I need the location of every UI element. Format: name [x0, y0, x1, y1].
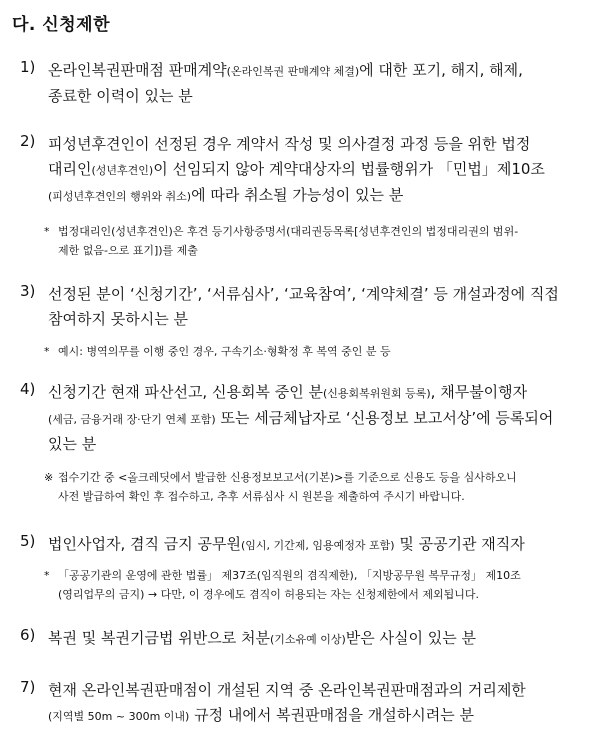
note-text: 접수기간 중 <올크레딧에서 발급한 신용정보보고서(기본)>를 기준으로 신용도 등을 심사하오니	[58, 471, 517, 484]
text-span-small: (온라인복권 판매계약 체결)	[226, 65, 360, 78]
text-span-small: (지역별 50m ~ 300m 이내)	[48, 710, 190, 723]
item-line: 종료한 이력이 있는 분	[48, 87, 193, 105]
note	[44, 342, 598, 361]
list-item	[20, 282, 602, 332]
text-span: 에 대한 포기, 해지, 해제,	[359, 61, 523, 79]
item-line: 참여하지 못하시는 분	[48, 310, 188, 328]
item-text	[48, 132, 602, 209]
item-text	[48, 282, 602, 332]
text-span: 또는 세금체납자로 ‘신용정보 보고서상’에 등록되어	[215, 409, 554, 427]
note-mark: *	[44, 225, 50, 238]
list-item	[20, 132, 602, 209]
item-line	[48, 626, 602, 652]
note-line: 사전 발급하여 확인 후 접수하고, 추후 서류심사 시 원본을 제출하여 주시기 바랍니다.	[58, 490, 465, 503]
text-span: 복권 및 복권기금법 위반으로 처분	[48, 629, 270, 647]
text-span-small: (성년후견인)	[91, 164, 154, 177]
note-mark: ※	[44, 471, 54, 484]
note-text: 「공공기관의 운영에 관한 법률」 제37조(임직원의 겸직제한), 「지방공무원 복무규정」 제10조	[58, 569, 521, 582]
item-line	[48, 703, 602, 729]
text-span: 에 따라 취소될 가능성이 있는 분	[191, 186, 404, 204]
item-text	[48, 532, 602, 558]
list-item	[20, 678, 602, 729]
item-line: 현재 온라인복권판매점이 개설된 지역 중 온라인복권판매점과의 거리제한	[48, 681, 526, 699]
note	[44, 468, 598, 506]
item-text	[48, 626, 602, 652]
text-span: 신청기간 현재 파산선고, 신용회복 중인 분	[48, 383, 323, 401]
item-text	[48, 380, 602, 457]
item-text	[48, 58, 602, 109]
item-line	[48, 380, 602, 406]
item-line	[48, 406, 602, 432]
list-item	[20, 58, 602, 109]
note-line: (영리업무의 금지) → 다만, 이 경우에도 겸직이 허용되는 자는 신청제한에서 제외됩니다.	[58, 588, 480, 601]
item-number: 4)	[20, 380, 36, 398]
text-span-small: (기소유예 이상)	[269, 633, 346, 646]
list-item	[20, 626, 602, 652]
note-mark: *	[44, 569, 50, 582]
text-span: 법인사업자, 겸직 금지 공무원	[48, 535, 241, 553]
text-span: 대리인	[48, 160, 92, 178]
item-text	[48, 678, 602, 729]
note-line	[44, 566, 598, 585]
item-line	[48, 58, 602, 84]
text-span: 및 공공기관 재직자	[394, 535, 525, 553]
text-span: 온라인복권판매점 판매계약	[48, 61, 227, 79]
text-span-small: (신용회복위원회 등록)	[322, 387, 431, 400]
list-item	[20, 532, 602, 558]
note	[44, 566, 598, 604]
item-line	[48, 157, 602, 183]
item-number: 6)	[20, 626, 36, 644]
item-line	[48, 183, 602, 209]
item-line: 있는 분	[48, 435, 97, 453]
note-line	[44, 342, 598, 361]
item-line: 피성년후견인이 선정된 경우 계약서 작성 및 의사결정 과정 등을 위한 법정	[48, 135, 531, 153]
section-title: 다. 신청제한	[12, 15, 110, 35]
item-line: 선정된 분이 ‘신청기간’, ‘서류심사’, ‘교육참여’, ‘계약체결’ 등 개설과정에 직접	[48, 285, 559, 303]
text-span: 이 선임되지 않아 계약대상자의 법률행위가 「민법」제10조	[153, 160, 545, 178]
note-line	[44, 468, 598, 487]
text-span-small: (임시, 기간제, 임용예정자 포함)	[240, 539, 395, 552]
item-number: 3)	[20, 282, 36, 300]
text-span-small: (피성년후견인의 행위와 취소)	[48, 190, 192, 203]
item-number: 5)	[20, 532, 36, 550]
note-line: 제한 없음-으로 표기])를 제출	[58, 244, 198, 257]
item-number: 1)	[20, 58, 36, 76]
text-span-small: (세금, 금융거래 장·단기 연체 포함)	[48, 413, 216, 426]
list-item	[20, 380, 602, 457]
note	[44, 222, 598, 260]
text-span: , 채무불이행자	[430, 383, 528, 401]
item-number: 2)	[20, 132, 36, 150]
item-line	[48, 532, 602, 558]
item-number: 7)	[20, 678, 36, 696]
text-span: 받은 사실이 있는 분	[345, 629, 477, 647]
note-line	[44, 222, 598, 241]
note-mark: *	[44, 345, 50, 358]
note-text: 법정대리인(성년후견인)은 후견 등기사항증명서(대리권등목록[성년후견인의 법정대리권의 범위-	[58, 225, 519, 238]
text-span: 규정 내에서 복권판매점을 개설하시려는 분	[189, 706, 475, 724]
note-text: 예시: 병역의무를 이행 중인 경우, 구속기소·형확정 후 복역 중인 분 등	[58, 345, 391, 358]
